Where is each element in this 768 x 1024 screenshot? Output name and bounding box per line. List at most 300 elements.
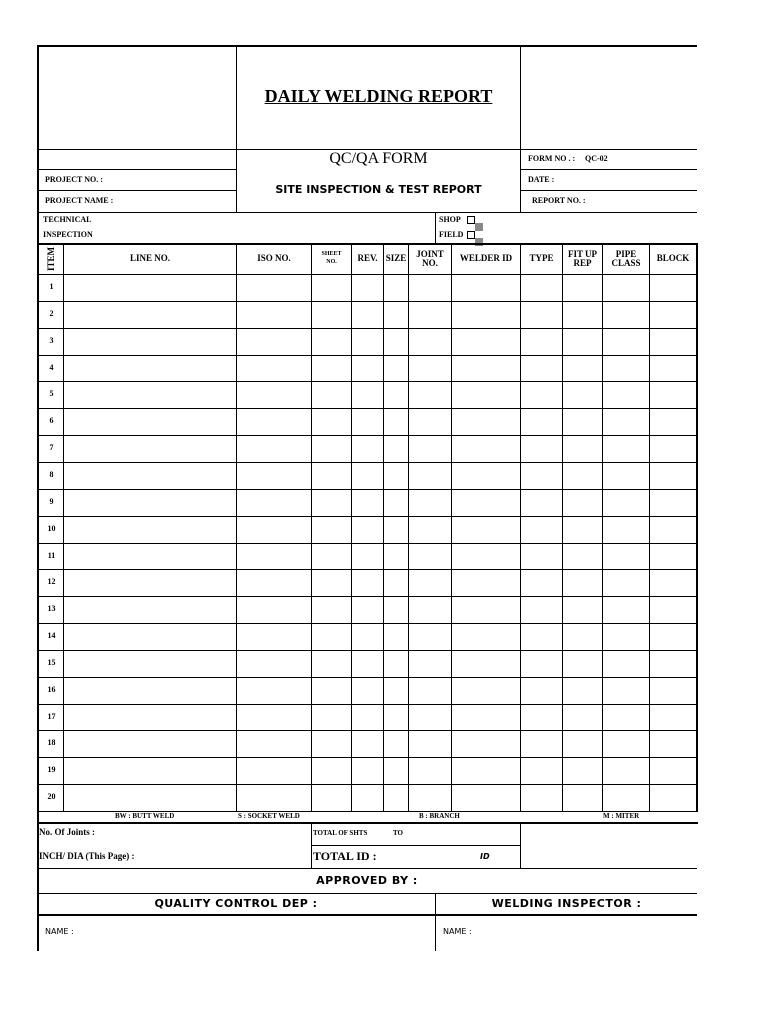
cell-type[interactable]	[521, 409, 562, 435]
cell-iso-no[interactable]	[237, 544, 311, 569]
row-item-number: 9	[49, 497, 54, 506]
cell-iso-no[interactable]	[237, 275, 311, 301]
cell-joint-no[interactable]	[409, 678, 451, 704]
form-no-value: QC-02	[585, 154, 608, 163]
cell-joint-no[interactable]	[409, 785, 451, 811]
row-item-number: 19	[47, 765, 56, 774]
table-top-border	[37, 243, 698, 245]
col-header-sheet-no-line2: NO.	[326, 259, 337, 265]
cell-size[interactable]	[384, 490, 408, 516]
total-shts-label: TOTAL OF SHTS	[313, 829, 368, 837]
cell-joint-no[interactable]	[409, 463, 451, 489]
cell-type[interactable]	[521, 544, 562, 569]
cell-fit-up-rep[interactable]	[563, 758, 602, 784]
cell-pipe-class[interactable]	[603, 436, 649, 462]
cell-fit-up-rep[interactable]	[563, 651, 602, 677]
totals-left-divider	[311, 823, 312, 869]
technical-label: TECHNICAL	[43, 215, 92, 224]
cell-sheet-no[interactable]	[312, 463, 351, 489]
cell-block[interactable]	[650, 785, 697, 811]
cell-size[interactable]	[384, 409, 408, 435]
cell-rev[interactable]	[352, 409, 383, 435]
cell-type[interactable]	[521, 275, 562, 301]
cell-sheet-no[interactable]	[312, 624, 351, 650]
cell-joint-no[interactable]	[409, 758, 451, 784]
cell-block[interactable]	[650, 544, 697, 569]
cell-type[interactable]	[521, 356, 562, 381]
cell-size[interactable]	[384, 275, 408, 301]
name-field-left[interactable]: NAME :	[45, 927, 74, 936]
cell-size[interactable]	[384, 356, 408, 381]
cell-line-no[interactable]	[64, 785, 236, 811]
total-shts-to-label: TO	[393, 829, 403, 837]
cell-line-no[interactable]	[64, 302, 236, 328]
cell-rev[interactable]	[352, 329, 383, 355]
inspection-label: INSPECTION	[43, 230, 93, 239]
row-item-number: 13	[47, 604, 56, 613]
cell-line-no[interactable]	[64, 705, 236, 730]
cell-joint-no[interactable]	[409, 544, 451, 569]
cell-size[interactable]	[384, 517, 408, 543]
row-item-number: 18	[47, 738, 56, 747]
cell-block[interactable]	[650, 382, 697, 408]
shop-checkbox-shadow-icon	[475, 223, 483, 231]
cell-rev[interactable]	[352, 275, 383, 301]
cell-pipe-class[interactable]	[603, 785, 649, 811]
cell-sheet-no[interactable]	[312, 651, 351, 677]
cell-welder-id[interactable]	[452, 678, 520, 704]
cell-pipe-class[interactable]	[603, 302, 649, 328]
cell-fit-up-rep[interactable]	[563, 302, 602, 328]
cell-type[interactable]	[521, 785, 562, 811]
cell-sheet-no[interactable]	[312, 382, 351, 408]
cell-line-no[interactable]	[64, 517, 236, 543]
cell-fit-up-rep[interactable]	[563, 329, 602, 355]
welding-inspector-label: WELDING INSPECTOR :	[491, 897, 642, 910]
cell-type[interactable]	[521, 570, 562, 596]
cell-rev[interactable]	[352, 705, 383, 730]
cell-joint-no[interactable]	[409, 705, 451, 730]
report-no-label: REPORT NO. :	[532, 196, 586, 205]
col-header-iso-no: ISO NO.	[257, 253, 291, 263]
cell-joint-no[interactable]	[409, 302, 451, 328]
cell-line-no[interactable]	[64, 731, 236, 757]
cell-joint-no[interactable]	[409, 490, 451, 516]
header-hline-4	[37, 212, 697, 213]
cell-size[interactable]	[384, 705, 408, 730]
cell-line-no[interactable]	[64, 624, 236, 650]
cell-rev[interactable]	[352, 356, 383, 381]
cell-fit-up-rep[interactable]	[563, 544, 602, 569]
cell-rev[interactable]	[352, 624, 383, 650]
cell-pipe-class[interactable]	[603, 705, 649, 730]
cell-iso-no[interactable]	[237, 490, 311, 516]
cell-joint-no[interactable]	[409, 382, 451, 408]
cell-line-no[interactable]	[64, 409, 236, 435]
cell-type[interactable]	[521, 597, 562, 623]
col-header-fit-up-line1: FIT UP	[567, 249, 598, 259]
cell-sheet-no[interactable]	[312, 409, 351, 435]
row-item-number: 14	[47, 631, 56, 640]
cell-sheet-no[interactable]	[312, 678, 351, 704]
cell-joint-no[interactable]	[409, 517, 451, 543]
cell-welder-id[interactable]	[452, 409, 520, 435]
cell-welder-id[interactable]	[452, 651, 520, 677]
field-checkbox[interactable]	[467, 231, 475, 239]
cell-fit-up-rep[interactable]	[563, 275, 602, 301]
cell-size[interactable]	[384, 758, 408, 784]
cell-pipe-class[interactable]	[603, 356, 649, 381]
cell-sheet-no[interactable]	[312, 517, 351, 543]
row-item-number: 2	[49, 309, 54, 318]
cell-line-no[interactable]	[64, 597, 236, 623]
cell-fit-up-rep[interactable]	[563, 731, 602, 757]
cell-line-no[interactable]	[64, 463, 236, 489]
project-name-label: PROJECT NAME :	[45, 196, 114, 205]
row-item-number: 10	[47, 524, 56, 533]
col-header-welder-id: WELDER ID	[459, 253, 513, 263]
cell-sheet-no[interactable]	[312, 544, 351, 569]
cell-type[interactable]	[521, 705, 562, 730]
cell-joint-no[interactable]	[409, 275, 451, 301]
cell-iso-no[interactable]	[237, 356, 311, 381]
cell-type[interactable]	[521, 329, 562, 355]
cell-type[interactable]	[521, 517, 562, 543]
cell-fit-up-rep[interactable]	[563, 382, 602, 408]
cell-type[interactable]	[521, 678, 562, 704]
cell-sheet-no[interactable]	[312, 731, 351, 757]
cell-welder-id[interactable]	[452, 570, 520, 596]
cell-rev[interactable]	[352, 758, 383, 784]
cell-type[interactable]	[521, 758, 562, 784]
col-header-joint-no-line2: NO.	[422, 258, 438, 268]
approved-by-label: APPROVED BY :	[316, 874, 418, 887]
col-header-fit-up-line2: REP	[573, 258, 592, 268]
cell-type[interactable]	[521, 436, 562, 462]
cell-joint-no[interactable]	[409, 731, 451, 757]
cell-sheet-no[interactable]	[312, 758, 351, 784]
cell-fit-up-rep[interactable]	[563, 624, 602, 650]
cell-welder-id[interactable]	[452, 731, 520, 757]
cell-iso-no[interactable]	[237, 678, 311, 704]
cell-joint-no[interactable]	[409, 651, 451, 677]
cell-pipe-class[interactable]	[603, 597, 649, 623]
row-item-number: 8	[49, 470, 54, 479]
cell-type[interactable]	[521, 731, 562, 757]
cell-iso-no[interactable]	[237, 785, 311, 811]
cell-pipe-class[interactable]	[603, 275, 649, 301]
cell-line-no[interactable]	[64, 678, 236, 704]
cell-line-no[interactable]	[64, 356, 236, 381]
cell-welder-id[interactable]	[452, 597, 520, 623]
cell-fit-up-rep[interactable]	[563, 517, 602, 543]
cell-type[interactable]	[521, 463, 562, 489]
cell-fit-up-rep[interactable]	[563, 570, 602, 596]
cell-welder-id[interactable]	[452, 785, 520, 811]
report-title: DAILY WELDING REPORT	[264, 86, 493, 106]
shop-checkbox[interactable]	[467, 216, 475, 224]
cell-joint-no[interactable]	[409, 597, 451, 623]
cell-block[interactable]	[650, 409, 697, 435]
cell-welder-id[interactable]	[452, 517, 520, 543]
header-hline-2-left	[37, 169, 237, 170]
row-item-number: 17	[47, 712, 56, 721]
row-item-number: 15	[47, 658, 56, 667]
totals-top-border	[37, 822, 698, 824]
cell-fit-up-rep[interactable]	[563, 356, 602, 381]
top-border	[37, 45, 697, 47]
cell-size[interactable]	[384, 624, 408, 650]
cell-rev[interactable]	[352, 463, 383, 489]
cell-rev[interactable]	[352, 678, 383, 704]
col-header-item: ITEM	[46, 246, 56, 272]
cell-type[interactable]	[521, 490, 562, 516]
joints-label: No. Of Joints :	[39, 827, 95, 837]
cell-welder-id[interactable]	[452, 275, 520, 301]
cell-type[interactable]	[521, 302, 562, 328]
cell-fit-up-rep[interactable]	[563, 463, 602, 489]
cell-block[interactable]	[650, 570, 697, 596]
cell-pipe-class[interactable]	[603, 517, 649, 543]
col-header-joint-no-line1: JOINT	[416, 249, 444, 259]
row-item-number: 3	[49, 336, 54, 345]
cell-iso-no[interactable]	[237, 302, 311, 328]
cell-line-no[interactable]	[64, 329, 236, 355]
cell-sheet-no[interactable]	[312, 785, 351, 811]
cell-block[interactable]	[650, 490, 697, 516]
cell-block[interactable]	[650, 624, 697, 650]
cell-type[interactable]	[521, 382, 562, 408]
cell-rev[interactable]	[352, 570, 383, 596]
cell-pipe-class[interactable]	[603, 624, 649, 650]
cell-iso-no[interactable]	[237, 570, 311, 596]
legend-branch: B : BRANCH	[419, 812, 460, 820]
cell-size[interactable]	[384, 329, 408, 355]
cell-iso-no[interactable]	[237, 651, 311, 677]
cell-welder-id[interactable]	[452, 705, 520, 730]
cell-pipe-class[interactable]	[603, 463, 649, 489]
row-item-number: 4	[49, 363, 54, 372]
cell-fit-up-rep[interactable]	[563, 678, 602, 704]
cell-rev[interactable]	[352, 490, 383, 516]
cell-iso-no[interactable]	[237, 517, 311, 543]
cell-welder-id[interactable]	[452, 302, 520, 328]
row-item-number: 7	[49, 443, 54, 452]
cell-pipe-class[interactable]	[603, 409, 649, 435]
cell-size[interactable]	[384, 597, 408, 623]
cell-type[interactable]	[521, 624, 562, 650]
cell-sheet-no[interactable]	[312, 705, 351, 730]
legend-miter: M : MITER	[603, 812, 640, 820]
cell-pipe-class[interactable]	[603, 544, 649, 569]
col-header-pipe-class-line1: PIPE	[615, 249, 637, 259]
cell-rev[interactable]	[352, 544, 383, 569]
row-item-number: 16	[47, 685, 56, 694]
cell-pipe-class[interactable]	[603, 382, 649, 408]
cell-rev[interactable]	[352, 382, 383, 408]
cell-joint-no[interactable]	[409, 570, 451, 596]
header-hline-3-right	[520, 190, 697, 191]
cell-welder-id[interactable]	[452, 544, 520, 569]
cell-fit-up-rep[interactable]	[563, 409, 602, 435]
approval-hline	[37, 893, 697, 894]
cell-welder-id[interactable]	[452, 382, 520, 408]
cell-pipe-class[interactable]	[603, 758, 649, 784]
cell-size[interactable]	[384, 302, 408, 328]
qc-dep-label: QUALITY CONTROL DEP :	[154, 897, 318, 910]
cell-rev[interactable]	[352, 436, 383, 462]
cell-size[interactable]	[384, 651, 408, 677]
cell-block[interactable]	[650, 678, 697, 704]
cell-iso-no[interactable]	[237, 463, 311, 489]
cell-line-no[interactable]	[64, 544, 236, 569]
cell-welder-id[interactable]	[452, 490, 520, 516]
cell-size[interactable]	[384, 544, 408, 569]
cell-welder-id[interactable]	[452, 624, 520, 650]
cell-iso-no[interactable]	[237, 597, 311, 623]
row-item-number: 12	[47, 577, 56, 586]
approval-hline-thick	[37, 914, 697, 916]
cell-rev[interactable]	[352, 597, 383, 623]
col-header-line-no: LINE NO.	[129, 253, 170, 263]
cell-line-no[interactable]	[64, 275, 236, 301]
cell-size[interactable]	[384, 382, 408, 408]
shop-label: SHOP	[439, 215, 461, 224]
cell-welder-id[interactable]	[452, 758, 520, 784]
legend-socket-weld: S : SOCKET WELD	[238, 812, 300, 820]
title-right-divider	[520, 45, 521, 213]
col-header-sheet-no-line1: SHEET	[321, 251, 342, 257]
cell-welder-id[interactable]	[452, 436, 520, 462]
totals-bottom-border	[37, 868, 697, 869]
cell-joint-no[interactable]	[409, 356, 451, 381]
cell-iso-no[interactable]	[237, 382, 311, 408]
cell-iso-no[interactable]	[237, 624, 311, 650]
col-header-size: SIZE	[385, 253, 407, 263]
row-item-number: 5	[49, 389, 54, 398]
header-hline-3-left	[37, 190, 237, 191]
totals-right-divider	[520, 823, 521, 869]
cell-block[interactable]	[650, 731, 697, 757]
col-header-block: BLOCK	[656, 253, 690, 263]
legend-butt-weld: BW : BUTT WELD	[115, 812, 175, 820]
cell-rev[interactable]	[352, 731, 383, 757]
shop-field-divider	[435, 212, 436, 243]
cell-sheet-no[interactable]	[312, 490, 351, 516]
cell-pipe-class[interactable]	[603, 570, 649, 596]
cell-block[interactable]	[650, 436, 697, 462]
cell-rev[interactable]	[352, 517, 383, 543]
cell-fit-up-rep[interactable]	[563, 705, 602, 730]
cell-fit-up-rep[interactable]	[563, 490, 602, 516]
cell-sheet-no[interactable]	[312, 597, 351, 623]
cell-block[interactable]	[650, 463, 697, 489]
cell-line-no[interactable]	[64, 382, 236, 408]
cell-sheet-no[interactable]	[312, 275, 351, 301]
total-id-label: TOTAL ID :	[313, 849, 377, 863]
cell-block[interactable]	[650, 275, 697, 301]
cell-pipe-class[interactable]	[603, 329, 649, 355]
cell-block[interactable]	[650, 705, 697, 730]
cell-iso-no[interactable]	[237, 329, 311, 355]
id-label: ID	[480, 852, 490, 861]
form-no-label: FORM NO . :	[528, 154, 576, 163]
cell-iso-no[interactable]	[237, 731, 311, 757]
cell-size[interactable]	[384, 731, 408, 757]
row-item-number: 1	[49, 282, 54, 291]
cell-welder-id[interactable]	[452, 329, 520, 355]
cell-pipe-class[interactable]	[603, 731, 649, 757]
cell-sheet-no[interactable]	[312, 356, 351, 381]
cell-block[interactable]	[650, 356, 697, 381]
name-field-right[interactable]: NAME :	[443, 927, 472, 936]
cell-line-no[interactable]	[64, 570, 236, 596]
cell-fit-up-rep[interactable]	[563, 436, 602, 462]
project-no-label: PROJECT NO. :	[45, 175, 103, 184]
cell-line-no[interactable]	[64, 436, 236, 462]
cell-iso-no[interactable]	[237, 436, 311, 462]
cell-size[interactable]	[384, 678, 408, 704]
cell-block[interactable]	[650, 517, 697, 543]
cell-sheet-no[interactable]	[312, 436, 351, 462]
cell-pipe-class[interactable]	[603, 651, 649, 677]
header-hline-2-right	[520, 169, 697, 170]
cell-iso-no[interactable]	[237, 409, 311, 435]
cell-iso-no[interactable]	[237, 705, 311, 730]
cell-joint-no[interactable]	[409, 624, 451, 650]
cell-block[interactable]	[650, 758, 697, 784]
row-item-number: 20	[47, 792, 56, 801]
cell-welder-id[interactable]	[452, 463, 520, 489]
cell-rev[interactable]	[352, 785, 383, 811]
cell-line-no[interactable]	[64, 651, 236, 677]
cell-iso-no[interactable]	[237, 758, 311, 784]
cell-joint-no[interactable]	[409, 409, 451, 435]
cell-rev[interactable]	[352, 651, 383, 677]
cell-fit-up-rep[interactable]	[563, 597, 602, 623]
cell-sheet-no[interactable]	[312, 570, 351, 596]
cell-type[interactable]	[521, 651, 562, 677]
cell-welder-id[interactable]	[452, 356, 520, 381]
cell-block[interactable]	[650, 302, 697, 328]
cell-joint-no[interactable]	[409, 329, 451, 355]
cell-pipe-class[interactable]	[603, 678, 649, 704]
cell-block[interactable]	[650, 597, 697, 623]
cell-block[interactable]	[650, 651, 697, 677]
cell-joint-no[interactable]	[409, 436, 451, 462]
cell-pipe-class[interactable]	[603, 490, 649, 516]
col-header-pipe-class-line2: CLASS	[611, 258, 641, 268]
cell-rev[interactable]	[352, 302, 383, 328]
cell-fit-up-rep[interactable]	[563, 785, 602, 811]
totals-mid-line	[311, 845, 520, 846]
form-title: QC/QA FORM	[329, 150, 428, 167]
cell-size[interactable]	[384, 436, 408, 462]
inch-dia-label: INCH/ DIA (This Page) :	[39, 851, 135, 861]
col-header-type: TYPE	[529, 253, 554, 263]
cell-sheet-no[interactable]	[312, 329, 351, 355]
field-label: FIELD	[439, 230, 464, 239]
cell-sheet-no[interactable]	[312, 302, 351, 328]
cell-block[interactable]	[650, 329, 697, 355]
row-item-number: 6	[49, 416, 54, 425]
cell-size[interactable]	[384, 463, 408, 489]
date-label: DATE :	[528, 175, 555, 184]
cell-size[interactable]	[384, 570, 408, 596]
cell-line-no[interactable]	[64, 758, 236, 784]
cell-size[interactable]	[384, 785, 408, 811]
cell-line-no[interactable]	[64, 490, 236, 516]
